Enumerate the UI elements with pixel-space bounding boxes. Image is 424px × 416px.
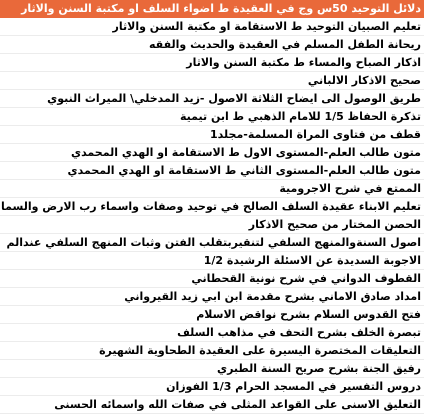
list-item[interactable]: تعليم الصبيان التوحيد ط الاستقامة او مكتبة السنن والاثار bbox=[0, 18, 424, 36]
list-item[interactable]: رفيق الجنة بشرح صريح السنة الطبري bbox=[0, 360, 424, 378]
list-item[interactable]: ريحانة الطفل المسلم في العقيدة والحديث والفقه bbox=[0, 36, 424, 54]
list-item[interactable]: الحصن المختار من صحيح الاذكار bbox=[0, 216, 424, 234]
list-item[interactable]: القطوف الدواني في شرح نونية القحطاني bbox=[0, 270, 424, 288]
list-item[interactable]: الممتع في شرح الاجرومية bbox=[0, 180, 424, 198]
list-item[interactable]: فتح القدوس السلام بشرح نواقض الاسلام bbox=[0, 306, 424, 324]
list-item[interactable]: الاجوبة السديدة عن الاسئلة الرشيدة 1/2 bbox=[0, 252, 424, 270]
list-item[interactable]: متون طالب العلم-المستوى الثاني ط الاستقامة او الهدي المحمدي bbox=[0, 162, 424, 180]
list-item[interactable]: اذكار الصباح والمساء ط مكتبة السنن والاثار bbox=[0, 54, 424, 72]
list-item[interactable]: تذكرة الحفاظ 1/5 للامام الذهبي ط ابن تيمية bbox=[0, 108, 424, 126]
list-item[interactable]: تبصرة الخلف بشرح التحف في مذاهب السلف bbox=[0, 324, 424, 342]
list-item[interactable]: متون طالب العلم-المستوى الاول ط الاستقامة او الهدي المحمدي bbox=[0, 144, 424, 162]
list-item[interactable]: تعليم الابناء عقيدة السلف الصالح في توحيد وصفات واسماء رب الارض والسما bbox=[0, 198, 424, 216]
list-item[interactable]: دروس التفسير في المسجد الحرام 1/3 الفوزان bbox=[0, 378, 424, 396]
list-item[interactable]: التعليقات المختصرة اليسيرة على العقيدة الطحاوية الشهيرة bbox=[0, 342, 424, 360]
list-item[interactable]: صحيح الاذكار الالباني bbox=[0, 72, 424, 90]
list-item[interactable]: اصول السنةوالمنهج السلفي لتنقيربتقلب الفتن وثبات المنهج السلفي عندالم bbox=[0, 234, 424, 252]
list-item[interactable]: قطف من فتاوى المراة المسلمة-مجلد1 bbox=[0, 126, 424, 144]
list-item[interactable]: امداد صادق الاماني بشرح مقدمة ابن ابي زيد القيرواني bbox=[0, 288, 424, 306]
list-item[interactable]: التعليق الاسنى على القواعد المثلى في صفات الله واسمائه الحسنى bbox=[0, 396, 424, 414]
list-item[interactable]: دلائل التوحيد 50س وج في العقيدة ط اضواء السلف او مكتبة السنن والاثار bbox=[0, 0, 424, 18]
list-item[interactable]: طريق الوصول الى ايضاح الثلاثة الاصول -زيد المدخلي\ الميراث النبوي bbox=[0, 90, 424, 108]
